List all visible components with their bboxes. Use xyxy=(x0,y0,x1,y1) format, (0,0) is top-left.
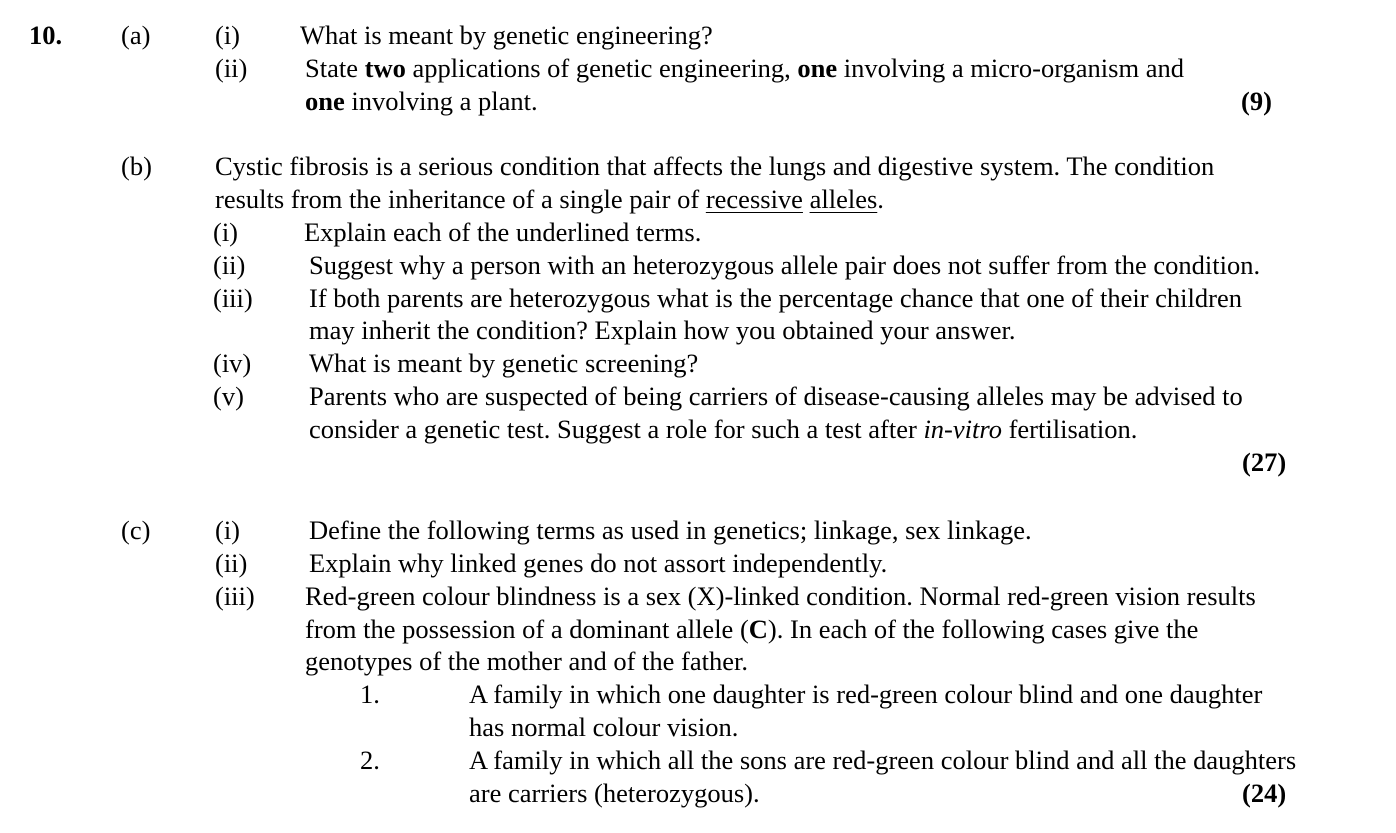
question-number: 10. xyxy=(29,20,63,50)
part-c-i-text: Define the following terms as used in genetics; linkage, sex linkage. xyxy=(309,515,1032,545)
part-b-ii-text: Suggest why a person with an heterozygous allele pair does not suffer from the condition. xyxy=(309,250,1261,280)
part-a-ii-line2: one involving a plant. xyxy=(305,86,538,116)
part-b-i-number: (i) xyxy=(213,217,239,247)
part-b-v-line2: consider a genetic test. Suggest a role for such a test after in-vitro fertilisation. xyxy=(309,414,1138,444)
part-b-marks: (27) xyxy=(1242,447,1287,477)
case-2-line2: are carriers (heterozygous). xyxy=(469,778,760,808)
part-b-v-number: (v) xyxy=(213,381,244,411)
part-b-i-text: Explain each of the underlined terms. xyxy=(304,217,702,247)
part-b-iii-line2: may inherit the condition? Explain how you obtained your answer. xyxy=(309,315,1016,345)
part-c-marks: (24) xyxy=(1242,778,1287,808)
part-c-iii-number: (iii) xyxy=(215,581,255,611)
case-1-line1: A family in which one daughter is red-green colour blind and one daughter xyxy=(469,679,1263,709)
part-b-intro-line2: results from the inheritance of a single pair of recessive alleles. xyxy=(215,184,884,214)
part-b-intro-line1: Cystic fibrosis is a serious condition that affects the lungs and digestive system. The condition xyxy=(215,151,1215,181)
part-a-i-number: (i) xyxy=(215,20,241,50)
underlined-term-recessive: recessive xyxy=(705,184,803,214)
part-c-iii-line2: from the possession of a dominant allele (C). In each of the following cases give the xyxy=(305,614,1199,644)
part-a-label: (a) xyxy=(121,20,151,50)
part-c-iii-line1: Red-green colour blindness is a sex (X)-linked condition. Normal red-green vision results xyxy=(305,581,1256,611)
part-b-label: (b) xyxy=(121,151,152,181)
part-c-ii-number: (ii) xyxy=(215,548,248,578)
part-c-ii-text: Explain why linked genes do not assort independently. xyxy=(309,548,888,578)
case-1-line2: has normal colour vision. xyxy=(469,712,739,742)
part-b-v-line1: Parents who are suspected of being carriers of disease-causing alleles may be advised to xyxy=(309,381,1243,411)
part-a-marks: (9) xyxy=(1241,86,1272,116)
part-c-iii-line3: genotypes of the mother and of the father. xyxy=(305,646,748,676)
part-b-ii-number: (ii) xyxy=(213,250,246,280)
part-b-iv-number: (iv) xyxy=(213,348,252,378)
part-a-ii-line1: State two applications of genetic engineering, one involving a micro-organism and xyxy=(305,53,1184,83)
case-1-number: 1. xyxy=(360,679,380,709)
part-b-iii-number: (iii) xyxy=(213,283,253,313)
case-2-line1: A family in which all the sons are red-green colour blind and all the daughters xyxy=(469,745,1297,775)
part-a-ii-number: (ii) xyxy=(215,53,248,83)
case-2-number: 2. xyxy=(360,745,380,775)
underlined-term-alleles: alleles xyxy=(809,184,878,214)
part-a-i-text: What is meant by genetic engineering? xyxy=(300,20,713,50)
part-b-iii-line1: If both parents are heterozygous what is the percentage chance that one of their children xyxy=(309,283,1242,313)
part-c-label: (c) xyxy=(121,515,151,545)
part-b-iv-text: What is meant by genetic screening? xyxy=(309,348,699,378)
part-c-i-number: (i) xyxy=(215,515,241,545)
